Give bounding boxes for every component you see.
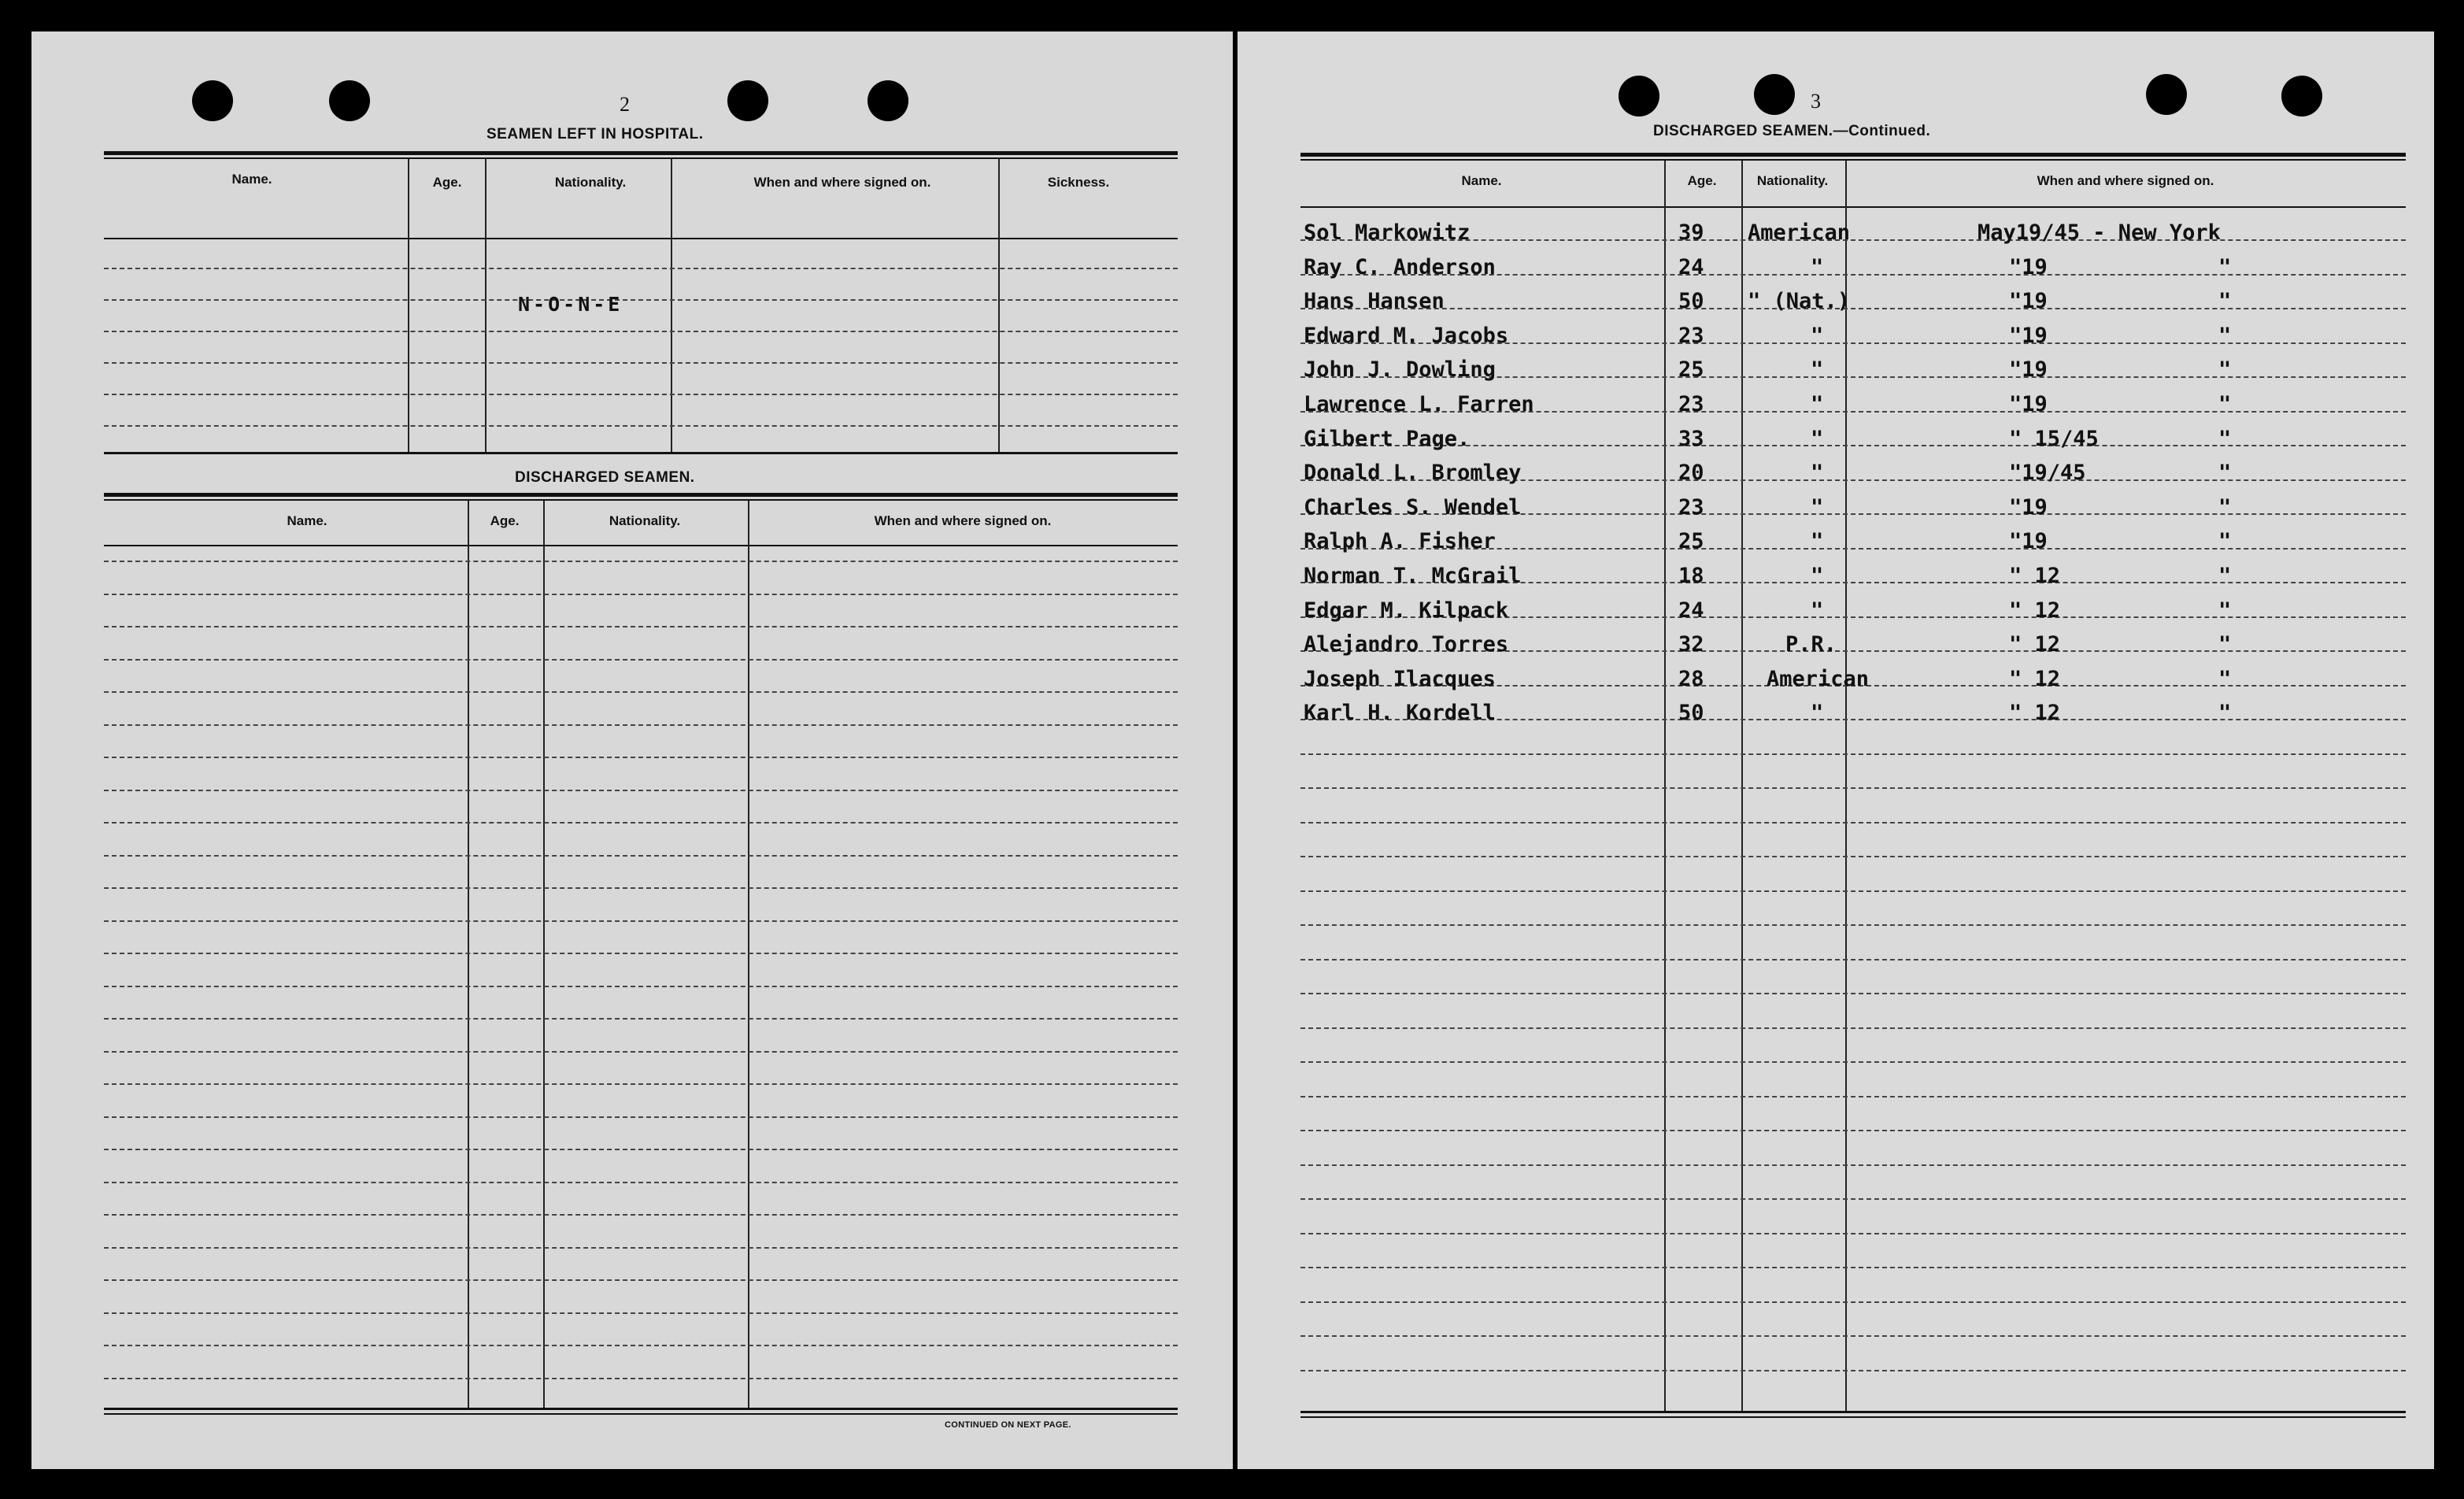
ruled-line bbox=[104, 659, 1178, 661]
cell-age: 24 bbox=[1678, 598, 1704, 623]
cell-name: Charles S. Wendel bbox=[1304, 494, 1522, 520]
column-header-signed-on: When and where signed on. bbox=[753, 175, 931, 190]
punch-hole bbox=[1754, 74, 1795, 115]
table-top-rule bbox=[104, 493, 1178, 497]
cell-nationality: " bbox=[1811, 494, 1824, 520]
cell-age: 24 bbox=[1678, 254, 1704, 279]
column-divider bbox=[1845, 161, 1847, 1411]
column-divider bbox=[485, 159, 487, 452]
ruled-line bbox=[1300, 1233, 2406, 1234]
right-page bbox=[1238, 31, 2434, 1469]
cell-nationality: " bbox=[1811, 461, 1824, 486]
column-divider bbox=[408, 159, 409, 452]
ruled-line bbox=[104, 691, 1178, 693]
cell-nationality: American bbox=[1748, 220, 1851, 245]
cell-place: " bbox=[2218, 494, 2232, 520]
cell-name: Alejandro Torres bbox=[1304, 632, 1509, 657]
ruled-line bbox=[104, 425, 1178, 427]
ruled-line bbox=[104, 790, 1178, 791]
table-bottom-rule bbox=[1300, 1416, 2406, 1418]
ruled-line bbox=[1300, 753, 2406, 755]
cell-place: " bbox=[2218, 461, 2232, 486]
ruled-line bbox=[1300, 856, 2406, 857]
cell-signed: "19 bbox=[2009, 254, 2048, 279]
punch-hole bbox=[727, 80, 768, 121]
cell-name: Donald L. Bromley bbox=[1304, 461, 1522, 486]
cell-nationality: " bbox=[1811, 323, 1824, 348]
header-rule bbox=[1300, 206, 2406, 208]
cell-signed: "19/45 bbox=[2009, 461, 2086, 486]
ruled-line bbox=[104, 1312, 1178, 1314]
ruled-line bbox=[1300, 308, 2406, 309]
punch-hole bbox=[2281, 76, 2322, 117]
cell-signed: " 12 bbox=[2009, 632, 2061, 657]
ruled-line bbox=[104, 1182, 1178, 1183]
ruled-line bbox=[104, 1247, 1178, 1249]
cell-signed: " 15/45 bbox=[2009, 426, 2099, 451]
cell-name: Sol Markowitz bbox=[1304, 220, 1471, 245]
cell-place: " bbox=[2218, 666, 2232, 691]
ruled-line bbox=[1300, 1335, 2406, 1337]
ruled-line bbox=[104, 1116, 1178, 1118]
cell-age: 39 bbox=[1678, 220, 1704, 245]
column-header-age: Age. bbox=[1687, 173, 1717, 188]
discharged-section-title: DISCHARGED SEAMEN. bbox=[515, 469, 695, 486]
cell-name: Lawrence L. Farren bbox=[1304, 392, 1534, 416]
cell-place: " bbox=[2218, 632, 2232, 657]
ruled-line bbox=[1300, 822, 2406, 824]
cell-nationality: " bbox=[1811, 254, 1824, 279]
cell-place: " bbox=[2218, 426, 2232, 451]
cell-name: Norman T. McGrail bbox=[1304, 564, 1522, 588]
ruled-line bbox=[1300, 1164, 2406, 1166]
ruled-line bbox=[104, 299, 1178, 301]
ruled-line bbox=[1300, 1301, 2406, 1303]
ruled-line bbox=[104, 757, 1178, 758]
punch-hole bbox=[868, 80, 908, 121]
column-header-name: Name. bbox=[287, 513, 327, 528]
cell-name: Gilbert Page. bbox=[1304, 426, 1471, 451]
cell-age: 25 bbox=[1678, 529, 1704, 554]
cell-age: 20 bbox=[1678, 461, 1704, 486]
ruled-line bbox=[1300, 1130, 2406, 1131]
ruled-line bbox=[104, 1018, 1178, 1020]
hospital-none-entry: N-O-N-E bbox=[518, 293, 623, 316]
cell-nationality: " (Nat.) bbox=[1748, 289, 1851, 314]
ruled-line bbox=[104, 362, 1178, 364]
column-divider bbox=[543, 501, 545, 1408]
cell-age: 33 bbox=[1678, 426, 1704, 451]
cell-nationality: P.R. bbox=[1785, 632, 1837, 657]
punch-hole bbox=[1619, 76, 1659, 117]
ruled-line bbox=[1300, 1370, 2406, 1371]
cell-nationality: " bbox=[1811, 564, 1824, 588]
column-header-sickness: Sickness. bbox=[1047, 175, 1110, 190]
ruled-line bbox=[104, 331, 1178, 332]
cell-place: " bbox=[2218, 701, 2232, 726]
column-header-name: Name. bbox=[1461, 173, 1502, 188]
cell-age: 50 bbox=[1678, 289, 1704, 314]
cell-place: " bbox=[2218, 392, 2232, 416]
ruled-line bbox=[104, 822, 1178, 824]
cell-signed: "19 bbox=[2009, 289, 2048, 314]
punch-hole bbox=[2146, 74, 2187, 115]
cell-name: Karl H. Kordell bbox=[1304, 701, 1496, 726]
cell-name: Edgar M. Kilpack bbox=[1304, 598, 1509, 623]
table-bottom-rule bbox=[1300, 1411, 2406, 1413]
column-divider bbox=[998, 159, 1000, 452]
ruled-line bbox=[104, 855, 1178, 857]
column-header-age: Age. bbox=[432, 175, 462, 190]
page-number: 2 bbox=[620, 93, 630, 116]
cell-name: Edward M. Jacobs bbox=[1304, 323, 1509, 348]
ruled-line bbox=[104, 626, 1178, 627]
cell-age: 23 bbox=[1678, 392, 1704, 416]
cell-place: " bbox=[2218, 323, 2232, 348]
column-header-nationality: Nationality. bbox=[609, 513, 681, 528]
ruled-line bbox=[104, 1083, 1178, 1085]
cell-age: 18 bbox=[1678, 564, 1704, 588]
cell-nationality: " bbox=[1811, 598, 1824, 623]
page-number: 3 bbox=[1811, 90, 1821, 113]
cell-age: 28 bbox=[1678, 666, 1704, 691]
table-bottom-rule bbox=[104, 452, 1178, 454]
ruled-line bbox=[104, 1214, 1178, 1216]
column-header-nationality: Nationality. bbox=[554, 175, 627, 190]
cell-age: 32 bbox=[1678, 632, 1704, 657]
cell-age: 25 bbox=[1678, 357, 1704, 383]
cell-name: Ralph A. Fisher bbox=[1304, 529, 1496, 554]
column-divider bbox=[1741, 161, 1743, 1411]
cell-name: John J. Dowling bbox=[1304, 357, 1496, 383]
column-header-age: Age. bbox=[490, 513, 520, 528]
ruled-line bbox=[104, 920, 1178, 922]
cell-nationality: " bbox=[1811, 357, 1824, 383]
cell-name: Hans Hansen bbox=[1304, 289, 1445, 314]
cell-signed: "19 bbox=[2009, 529, 2048, 554]
ruled-line bbox=[1300, 1198, 2406, 1200]
ruled-line bbox=[104, 561, 1178, 562]
column-header-signed-on: When and where signed on. bbox=[2037, 173, 2214, 188]
ruled-line bbox=[104, 1149, 1178, 1150]
ruled-line bbox=[1300, 787, 2406, 789]
ruled-line bbox=[104, 1051, 1178, 1053]
cell-age: 50 bbox=[1678, 701, 1704, 726]
column-divider bbox=[748, 501, 749, 1408]
cell-place: " bbox=[2218, 254, 2232, 279]
ruled-line bbox=[104, 986, 1178, 987]
table-bottom-rule bbox=[104, 1413, 1178, 1415]
column-divider bbox=[671, 159, 672, 452]
ruled-line bbox=[104, 1279, 1178, 1281]
ruled-line bbox=[1300, 993, 2406, 994]
ruled-line bbox=[1300, 959, 2406, 960]
continued-footer: CONTINUED ON NEXT PAGE. bbox=[945, 1420, 1071, 1430]
ruled-line bbox=[1300, 1027, 2406, 1029]
table-top-rule bbox=[104, 499, 1178, 501]
ruled-line bbox=[104, 1378, 1178, 1379]
ruled-line bbox=[1300, 924, 2406, 926]
column-header-name: Name. bbox=[231, 172, 272, 187]
ruled-line bbox=[104, 594, 1178, 595]
ruled-line bbox=[1300, 1096, 2406, 1097]
cell-signed: " 12 bbox=[2009, 564, 2061, 588]
ruled-line bbox=[104, 953, 1178, 954]
header-rule bbox=[104, 238, 1178, 239]
cell-signed: May19/45 - New York bbox=[1977, 220, 2221, 245]
cell-nationality: " bbox=[1811, 392, 1824, 416]
ruled-line bbox=[104, 887, 1178, 889]
cell-nationality: " bbox=[1811, 426, 1824, 451]
cell-signed: " 12 bbox=[2009, 598, 2061, 623]
column-header-signed-on: When and where signed on. bbox=[874, 513, 1052, 528]
ruled-line bbox=[1300, 1061, 2406, 1063]
ruled-line bbox=[104, 394, 1178, 395]
cell-nationality: " bbox=[1811, 701, 1824, 726]
hospital-section-title: SEAMEN LEFT IN HOSPITAL. bbox=[487, 126, 704, 142]
cell-nationality: " bbox=[1811, 529, 1824, 554]
cell-nationality: American bbox=[1767, 666, 1870, 691]
left-page bbox=[31, 31, 1233, 1469]
cell-place: " bbox=[2218, 598, 2232, 623]
table-top-rule bbox=[1300, 153, 2406, 157]
ruled-line bbox=[1300, 1267, 2406, 1268]
cell-signed: "19 bbox=[2009, 357, 2048, 383]
column-divider bbox=[468, 501, 469, 1408]
ruled-line bbox=[104, 1345, 1178, 1346]
cell-name: Ray C. Anderson bbox=[1304, 254, 1496, 279]
cell-age: 23 bbox=[1678, 323, 1704, 348]
cell-signed: "19 bbox=[2009, 392, 2048, 416]
ruled-line bbox=[104, 268, 1178, 269]
cell-signed: "19 bbox=[2009, 323, 2048, 348]
discharged-continued-title: DISCHARGED SEAMEN.—Continued. bbox=[1653, 123, 1931, 139]
table-top-rule bbox=[104, 157, 1178, 159]
column-header-nationality: Nationality. bbox=[1756, 173, 1829, 188]
cell-signed: " 12 bbox=[2009, 701, 2061, 726]
cell-place: " bbox=[2218, 529, 2232, 554]
column-divider bbox=[1664, 161, 1666, 1411]
cell-place: " bbox=[2218, 289, 2232, 314]
punch-hole bbox=[192, 80, 233, 121]
ruled-line bbox=[1300, 890, 2406, 892]
table-top-rule bbox=[104, 151, 1178, 155]
cell-signed: "19 bbox=[2009, 494, 2048, 520]
cell-name: Joseph Ilacques bbox=[1304, 666, 1496, 691]
cell-place: " bbox=[2218, 357, 2232, 383]
cell-age: 23 bbox=[1678, 494, 1704, 520]
header-rule bbox=[104, 545, 1178, 546]
punch-hole bbox=[329, 80, 370, 121]
ruled-line bbox=[104, 724, 1178, 726]
table-bottom-rule bbox=[104, 1408, 1178, 1410]
cell-signed: " 12 bbox=[2009, 666, 2061, 691]
table-top-rule bbox=[1300, 159, 2406, 161]
cell-place: " bbox=[2218, 564, 2232, 588]
